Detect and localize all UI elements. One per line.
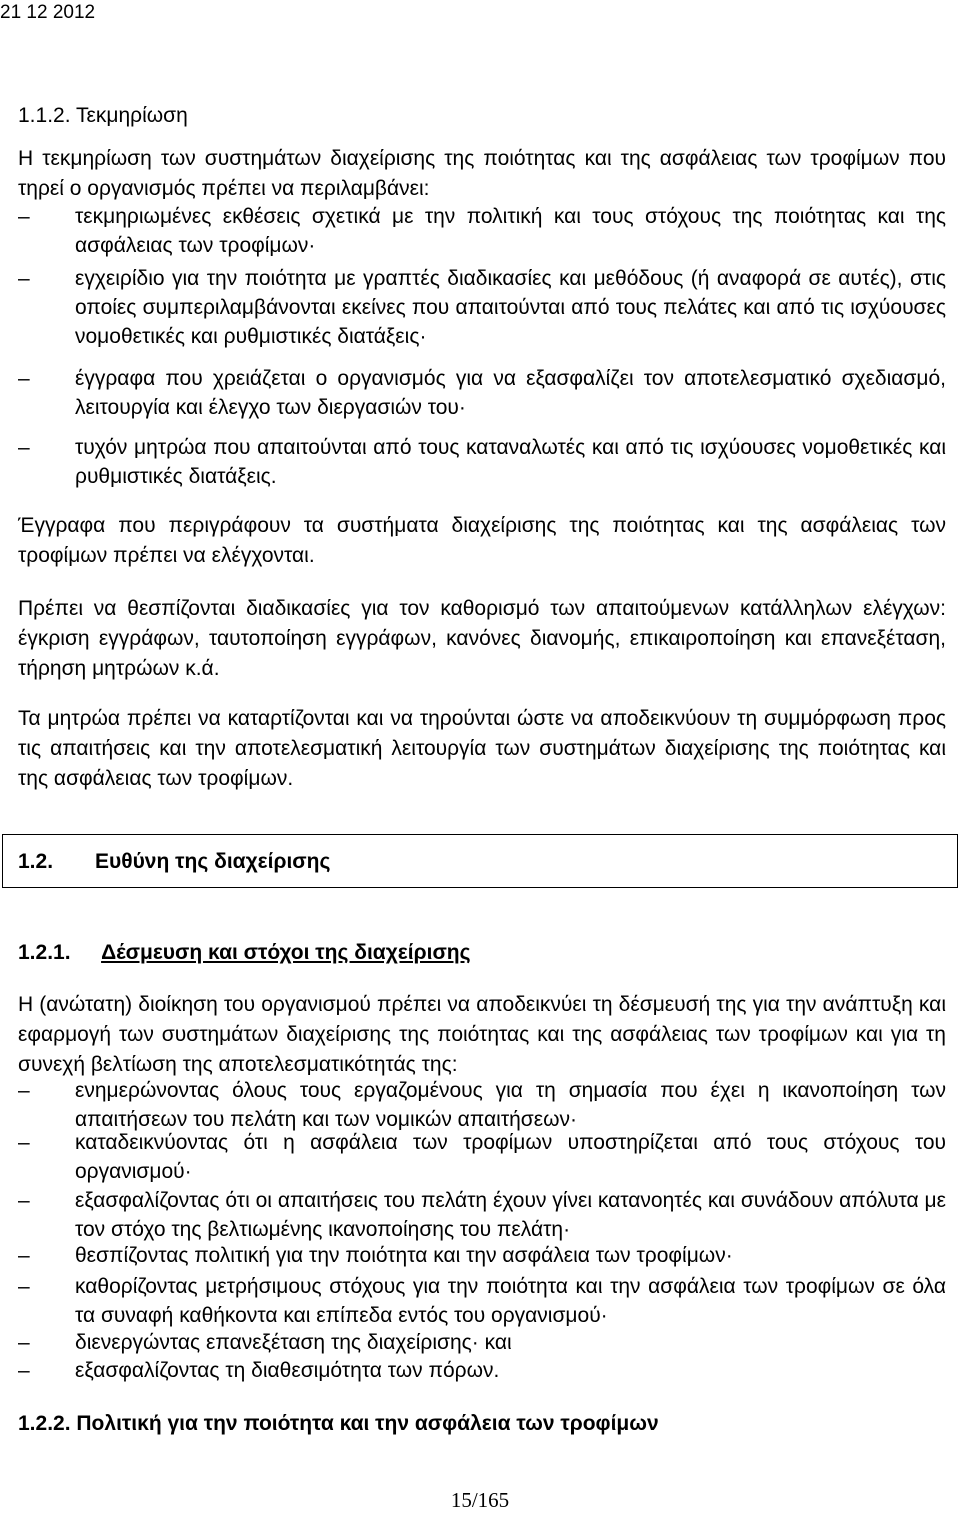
list-item-text: καταδεικνύοντας ότι η ασφάλεια των τροφίμων υποστηρίζεται από τους στόχους του οργανισμού· <box>75 1131 946 1183</box>
list-item <box>18 1241 946 1270</box>
list-item <box>18 364 946 422</box>
section-title: Ευθύνη της διαχείρισης <box>95 850 331 873</box>
list-item-text: εγχειρίδιο για την ποιότητα με γραπτές διαδικασίες και μεθόδους (ή αναφορά σε αυτές), στις οποίες συμπεριλαμβάνονται εκείνες που απαιτούνται από τους πελάτες και από τις ισχύουσες νομοθετικές και ρυθμιστικές διατάξεις· <box>75 267 946 348</box>
paragraph-records: Τα μητρώα πρέπει να καταρτίζονται και να τηρούνται ώστε να αποδεικνύουν τη συμμόρφωση προς τις απαιτήσεις και την αποτελεσματική λειτουργία των συστημάτων διαχείρισης της ποιότητας και της ασφάλειας των τροφίμων. <box>18 707 946 790</box>
list-item-text: τυχόν μητρώα που απαιτούνται από τους καταναλωτές και από τις ισχύουσες νομοθετικές και ρυθμιστικές διατάξεις. <box>75 436 946 488</box>
section-number: 1.2. <box>18 850 54 873</box>
list-item-text: εξασφαλίζοντας τη διαθεσιμότητα των πόρων. <box>75 1359 500 1382</box>
section-title: Πολιτική για την ποιότητα και την ασφάλεια των τροφίμων <box>76 1412 659 1435</box>
list-item <box>18 433 946 491</box>
list-item <box>18 1356 946 1385</box>
list-dash: – <box>18 1359 30 1382</box>
section-title: Δέσμευση και στόχοι της διαχείρισης <box>101 941 471 964</box>
list-item-text: θεσπίζοντας πολιτική για την ποιότητα και την ασφάλεια των τροφίμων· <box>75 1244 733 1267</box>
page-number: 15/165 <box>450 1488 510 1512</box>
paragraph-procedures: Πρέπει να θεσπίζονται διαδικασίες για τον καθορισμό των απαιτούμενων κατάλληλων ελέγχων: έγκριση εγγράφων, ταυτοποίηση εγγράφων, κανόνες διανομής, επικαιροποίηση και επανεξέταση, τήρηση μητρώων κ.ά. <box>18 597 946 680</box>
list-dash: – <box>18 367 30 390</box>
list-item <box>18 264 946 351</box>
list-item-text: ενημερώνοντας όλους τους εργαζομένους για τη σημασία που έχει η ικανοποίηση των απαιτήσεων του πελάτη και των νομικών απαιτήσεων· <box>75 1079 946 1131</box>
paragraph-documents-control: Έγγραφα που περιγράφουν τα συστήματα διαχείρισης της ποιότητας και της ασφάλειας των τροφίμων πρέπει να ελέγχονται. <box>18 514 946 567</box>
list-dash: – <box>18 267 30 290</box>
list-dash: – <box>18 1331 30 1354</box>
list-item-text: τεκμηριωμένες εκθέσεις σχετικά με την πολιτική και τους στόχους της ποιότητας και της ασφάλειας των τροφίμων· <box>75 205 946 257</box>
section-number: 1.1.2. <box>18 104 71 127</box>
list-item <box>18 1272 946 1330</box>
list-dash: – <box>18 1244 30 1267</box>
list-item <box>18 202 946 260</box>
list-dash: – <box>18 1189 30 1212</box>
section-heading-1-2-2 <box>18 1411 659 1437</box>
list-item <box>18 1328 946 1357</box>
list-item-text: έγγραφα που χρειάζεται ο οργανισμός για να εξασφαλίζει τον αποτελεσματικό σχεδιασμό, λειτουργία και έλεγχο των διεργασιών του· <box>75 367 946 419</box>
list-dash: – <box>18 1131 30 1154</box>
list-item-text: διενεργώντας επανεξέταση της διαχείρισης· και <box>75 1331 512 1354</box>
list-item <box>18 1186 946 1244</box>
section-number: 1.2.1. <box>18 941 71 964</box>
section-title: Τεκμηρίωση <box>76 104 188 127</box>
list-dash: – <box>18 205 30 228</box>
list-dash: – <box>18 1079 30 1102</box>
list-dash: – <box>18 436 30 459</box>
paragraph-documentation-intro: Η τεκμηρίωση των συστημάτων διαχείρισης της ποιότητας και της ασφάλειας των τροφίμων που τηρεί ο οργανισμός πρέπει να περιλαμβάνει: <box>18 147 946 200</box>
list-item-text: καθορίζοντας μετρήσιμους στόχους για την ποιότητα και την ασφάλεια των τροφίμων σε όλα τα συναφή καθήκοντα και επίπεδα εντός του οργανισμού· <box>75 1275 946 1327</box>
section-number: 1.2.2. <box>18 1412 71 1435</box>
paragraph-management-commitment: Η (ανώτατη) διοίκηση του οργανισμού πρέπει να αποδεικνύει τη δέσμευσή της για την ανάπτυξη και εφαρμογή των συστημάτων διαχείρισης της ποιότητας και της ασφάλειας των τροφίμων και για τη συνεχή βελτίωση της αποτελεσματικότητάς της: <box>18 993 946 1076</box>
list-item-text: εξασφαλίζοντας ότι οι απαιτήσεις του πελάτη έχουν γίνει κατανοητές και συνάδουν απόλυτα με τον στόχο της βελτιωμένης ικανοποίησης του πελάτη· <box>75 1189 946 1241</box>
document-date: 21 12 2012 <box>0 2 96 23</box>
list-item <box>18 1076 946 1134</box>
section-heading-1-2-1 <box>18 940 471 966</box>
section-heading-1-1-2 <box>18 103 188 129</box>
list-item <box>18 1128 946 1186</box>
list-dash: – <box>18 1275 30 1298</box>
section-heading-1-2 <box>2 834 958 888</box>
